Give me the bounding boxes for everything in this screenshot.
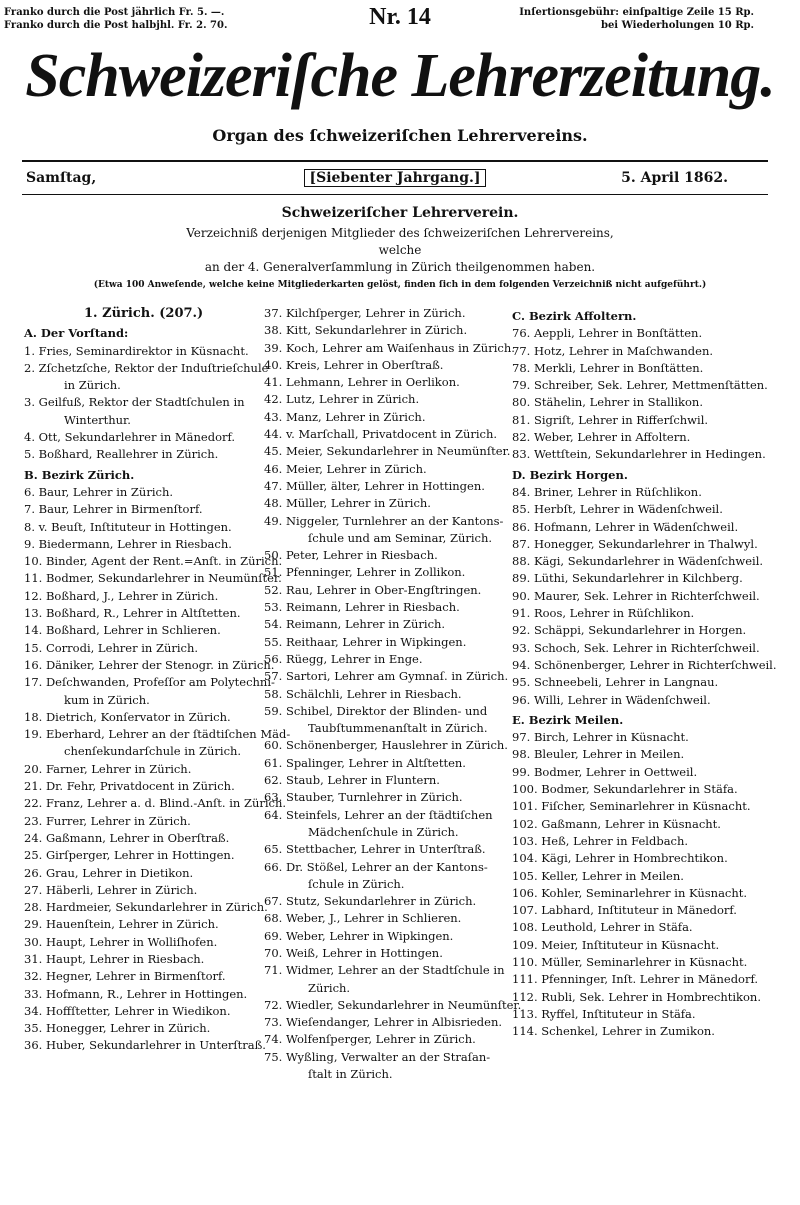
- advertising-line: bei Wiederholungen 10 Rp.: [600, 20, 754, 31]
- member-entry: 43. Manz, Lehrer in Zürich.: [264, 409, 426, 424]
- member-entry: 102. Gaßmann, Lehrer in Küsnacht.: [512, 816, 721, 831]
- member-entry: ſchule und am Seminar, Zürich.: [308, 530, 493, 545]
- member-entry: 66. Dr. Stößel, Lehrer an der Kantons-: [264, 859, 488, 874]
- member-entry: 60. Schönenberger, Hauslehrer in Zürich.: [264, 738, 508, 753]
- member-entry: 45. Meier, Sekundarlehrer in Neumünſter.: [264, 444, 511, 459]
- member-entry: 89. Lüthi, Sekundarlehrer in Kilchberg.: [512, 571, 743, 586]
- member-entry: 97. Birch, Lehrer in Küsnacht.: [512, 730, 689, 745]
- member-entry: 82. Weber, Lehrer in Affoltern.: [512, 430, 691, 445]
- member-entry: 111. Pfenninger, Inſt. Lehrer in Mänedorf.: [512, 972, 758, 987]
- member-entry: Zürich.: [308, 980, 351, 995]
- member-entry: 91. Roos, Lehrer in Rüſchlikon.: [512, 606, 695, 621]
- member-entry: 38. Kitt, Sekundarlehrer in Zürich.: [264, 323, 468, 338]
- member-entry: 31. Haupt, Lehrer in Riesbach.: [24, 951, 205, 966]
- member-entry: 41. Lehmann, Lehrer in Oerlikon.: [264, 375, 460, 390]
- member-entry: 83. Wettſtein, Sekundarlehrer in Hedingen.: [512, 447, 766, 462]
- member-entry: 78. Merkli, Lehrer in Bonſtätten.: [512, 360, 704, 375]
- member-entry: 5. Boßhard, Reallehrer in Zürich.: [24, 447, 219, 462]
- member-entry: Mädchenſchule in Zürich.: [308, 824, 459, 839]
- member-entry: 10. Binder, Agent der Rent.=Anſt. in Zürich.: [24, 554, 283, 569]
- member-entry: 15. Corrodi, Lehrer in Zürich.: [24, 640, 199, 655]
- member-entry: 74. Wolfenſperger, Lehrer in Zürich.: [264, 1032, 476, 1047]
- member-entry: 76. Aeppli, Lehrer in Bonſtätten.: [512, 326, 703, 341]
- member-entry: chenſekundarſchule in Zürich.: [64, 744, 242, 759]
- member-entry: 53. Reimann, Lehrer in Riesbach.: [264, 600, 460, 615]
- member-entry: 49. Niggeler, Turnlehrer an der Kantons-: [264, 513, 504, 528]
- member-entry: 114. Schenkel, Lehrer in Zumikon.: [512, 1024, 715, 1039]
- article-intro-line: an der 4. Generalverſammlung in Zürich theilgenommen haben.: [204, 260, 596, 274]
- member-entry: 100. Bodmer, Sekundarlehrer in Stäfa.: [512, 782, 738, 797]
- member-entry: 26. Grau, Lehrer in Dietikon.: [24, 865, 194, 880]
- advertising-info: [519, 6, 754, 32]
- masthead-title: Schweizeriſche Lehrerzeitung.: [25, 42, 775, 110]
- member-column-left: [24, 305, 291, 1055]
- member-entry: 75. Wyßling, Verwalter an der Straſan-: [264, 1049, 491, 1064]
- member-entry: 112. Rubli, Sek. Lehrer in Hombrechtikon.: [512, 989, 761, 1004]
- date-label: 5. April 1862.: [621, 170, 728, 186]
- article-note: (Etwa 100 Anweſende, welche keine Mitgliederkarten gelöst, finden ſich in dem folgenden Verzeichniß nicht aufgeführt.): [93, 280, 707, 290]
- member-entry: 2. Zſchetzſche, Rektor der Induſtrieſchule: [24, 360, 269, 375]
- member-entry: 79. Schreiber, Sek. Lehrer, Mettmenſtätten.: [512, 378, 768, 393]
- member-entry: 42. Lutz, Lehrer in Zürich.: [264, 392, 420, 407]
- divider: [22, 160, 768, 162]
- member-entry: 23. Furrer, Lehrer in Zürich.: [24, 813, 191, 828]
- member-entry: 20. Farner, Lehrer in Zürich.: [24, 761, 192, 776]
- member-entry: 51. Pfenninger, Lehrer in Zollikon.: [264, 565, 466, 580]
- member-entry: 28. Hardmeier, Sekundarlehrer in Zürich.: [24, 900, 268, 915]
- member-entry: ſchule in Zürich.: [308, 876, 405, 891]
- member-column-middle: [264, 305, 522, 1083]
- subscription-line: Franko durch die Post halbjhl. Fr. 2. 70.: [4, 20, 228, 31]
- member-entry: 44. v. Marſchall, Privatdocent in Zürich.: [264, 427, 498, 442]
- member-entry: 71. Widmer, Lehrer an der Stadtſchule in: [264, 963, 505, 978]
- member-entry: 86. Hofmann, Lehrer in Wädenſchweil.: [512, 519, 739, 534]
- member-entry: 101. Fiſcher, Seminarlehrer in Küsnacht.: [512, 799, 751, 814]
- subscription-line: Franko durch die Post jährlich Fr. 5. —.: [4, 7, 225, 18]
- member-entry: 24. Gaßmann, Lehrer in Oberſtraß.: [24, 830, 230, 845]
- member-entry: 46. Meier, Lehrer in Zürich.: [264, 461, 427, 476]
- member-entry: 4. Ott, Sekundarlehrer in Mänedorf.: [24, 430, 236, 445]
- member-entry: 8. v. Beuſt, Inſtituteur in Hottingen.: [24, 519, 232, 534]
- member-entry: 9. Biedermann, Lehrer in Riesbach.: [24, 536, 232, 551]
- article-title: Schweizeriſcher Lehrerverein.: [281, 205, 519, 221]
- member-entry: Taubſtummenanſtalt in Zürich.: [308, 721, 488, 736]
- member-entry: 107. Labhard, Inſtituteur in Mänedorf.: [512, 903, 737, 918]
- member-entry: 19. Eberhard, Lehrer an der ſtädtiſchen Mäd-: [24, 727, 291, 742]
- member-entry: 63. Stauber, Turnlehrer in Zürich.: [264, 790, 463, 805]
- member-entry: 90. Maurer, Sek. Lehrer in Richterſchweil.: [512, 588, 760, 603]
- section-heading: E. Bezirk Meilen.: [512, 712, 624, 727]
- section-heading: D. Bezirk Horgen.: [512, 467, 628, 482]
- member-entry: 57. Sartori, Lehrer am Gymnaſ. in Zürich.: [264, 669, 509, 684]
- member-entry: 68. Weber, J., Lehrer in Schlieren.: [264, 911, 462, 926]
- member-entry: 110. Müller, Seminarlehrer in Küsnacht.: [512, 954, 748, 969]
- member-entry: ſtalt in Zürich.: [308, 1067, 393, 1082]
- member-entry: 14. Boßhard, Lehrer in Schlieren.: [24, 623, 221, 638]
- volume-label: [Siebenter Jahrgang.]: [304, 169, 485, 187]
- member-entry: 37. Kilchſperger, Lehrer in Zürich.: [264, 306, 466, 320]
- member-entry: 39. Koch, Lehrer am Waiſenhaus in Zürich.: [264, 340, 515, 355]
- member-entry: 29. Hauenſtein, Lehrer in Zürich.: [24, 917, 219, 932]
- member-entry: 88. Kägi, Sekundarlehrer in Wädenſchweil.: [512, 554, 764, 569]
- member-entry: 73. Wieſendanger, Lehrer in Albisrieden.: [264, 1015, 503, 1030]
- section-heading: C. Bezirk Affoltern.: [512, 309, 637, 323]
- member-entry: 70. Weiß, Lehrer in Hottingen.: [264, 945, 443, 960]
- member-entry: 48. Müller, Lehrer in Zürich.: [264, 496, 431, 511]
- member-entry: Winterthur.: [64, 412, 131, 427]
- member-entry: 93. Schoch, Sek. Lehrer in Richterſchweil.: [512, 640, 760, 655]
- member-entry: 94. Schönenberger, Lehrer in Richterſchweil.: [512, 657, 777, 672]
- article-intro-line: Verzeichniß derjenigen Mitglieder des ſchweizeriſchen Lehrervereins,: [186, 226, 614, 240]
- member-entry: 33. Hofmann, R., Lehrer in Hottingen.: [24, 986, 248, 1001]
- member-entry: 13. Boßhard, R., Lehrer in Altſtetten.: [24, 606, 241, 621]
- member-entry: 64. Steinfels, Lehrer an der ſtädtiſchen: [264, 807, 493, 822]
- masthead-subtitle: Organ des ſchweizeriſchen Lehrervereins.: [212, 126, 588, 145]
- member-entry: 96. Willi, Lehrer in Wädenſchweil.: [512, 692, 711, 707]
- member-entry: 67. Stutz, Sekundarlehrer in Zürich.: [264, 894, 477, 909]
- district-heading: 1. Zürich. (207.): [84, 306, 204, 321]
- member-entry: 87. Honegger, Sekundarlehrer in Thalwyl.: [512, 536, 758, 551]
- member-entry: 3. Geilfuß, Rektor der Stadtſchulen in: [24, 395, 245, 410]
- member-entry: 106. Kohler, Seminarlehrer in Küsnacht.: [512, 885, 748, 900]
- member-entry: 32. Hegner, Lehrer in Birmenſtorf.: [24, 969, 226, 984]
- advertising-line: Inſertionsgebühr: einſpaltige Zeile 15 Rp.: [519, 7, 754, 18]
- member-entry: 108. Leuthold, Lehrer in Stäfa.: [512, 920, 693, 935]
- member-entry: 6. Baur, Lehrer in Zürich.: [24, 484, 174, 499]
- member-entry: 98. Bleuler, Lehrer in Meilen.: [512, 747, 685, 762]
- member-entry: 18. Dietrich, Konſervator in Zürich.: [24, 709, 231, 724]
- member-entry: 65. Stettbacher, Lehrer in Unterſtraß.: [264, 842, 486, 857]
- member-entry: 25. Girſperger, Lehrer in Hottingen.: [24, 848, 235, 863]
- member-entry: 104. Kägi, Lehrer in Hombrechtikon.: [512, 851, 728, 866]
- member-entry: 72. Wiedler, Sekundarlehrer in Neumünſter.: [264, 997, 522, 1012]
- member-entry: 80. Stähelin, Lehrer in Stallikon.: [512, 395, 703, 410]
- day-label: Samſtag,: [26, 170, 97, 186]
- member-entry: 35. Honegger, Lehrer in Zürich.: [24, 1021, 211, 1036]
- member-entry: 34. Hoffſtetter, Lehrer in Wiedikon.: [24, 1003, 231, 1018]
- member-entry: 11. Bodmer, Sekundarlehrer in Neumünſter.: [24, 571, 282, 586]
- member-entry: 85. Herbſt, Lehrer in Wädenſchweil.: [512, 502, 723, 517]
- member-entry: 95. Schneebeli, Lehrer in Langnau.: [512, 675, 719, 690]
- member-entry: 47. Müller, älter, Lehrer in Hottingen.: [264, 478, 485, 493]
- member-column-right: [512, 305, 777, 1040]
- member-entry: 55. Reithaar, Lehrer in Wipkingen.: [264, 634, 467, 649]
- member-entry: 27. Häberli, Lehrer in Zürich.: [24, 882, 198, 897]
- member-entry: 17. Deſchwanden, Profeſſor am Polytechni-: [24, 675, 275, 690]
- member-entry: 109. Meier, Inſtituteur in Küsnacht.: [512, 937, 720, 952]
- member-entry: 30. Haupt, Lehrer in Wolliſhofen.: [24, 934, 218, 949]
- member-entry: 61. Spalinger, Lehrer in Altſtetten.: [264, 755, 466, 770]
- member-entry: 12. Boßhard, J., Lehrer in Zürich.: [24, 588, 219, 603]
- member-entry: 77. Hotz, Lehrer in Maſchwanden.: [512, 343, 714, 358]
- member-entry: 54. Reimann, Lehrer in Zürich.: [264, 617, 446, 632]
- member-entry: 81. Sigriſt, Lehrer in Rifferſchwil.: [512, 412, 709, 427]
- member-entry: 16. Däniker, Lehrer der Stenogr. in Zürich.: [24, 657, 275, 672]
- member-entry: in Zürich.: [64, 378, 121, 393]
- member-entry: kum in Zürich.: [64, 692, 150, 707]
- member-entry: 103. Heß, Lehrer in Feldbach.: [512, 833, 689, 848]
- member-entry: 113. Ryffel, Inſtituteur in Stäfa.: [512, 1006, 696, 1021]
- member-entry: 36. Huber, Sekundarlehrer in Unterſtraß.: [24, 1038, 266, 1053]
- divider: [22, 194, 768, 195]
- member-entry: 40. Kreis, Lehrer in Oberſtraß.: [264, 357, 444, 372]
- member-entry: 69. Weber, Lehrer in Wipkingen.: [264, 928, 454, 943]
- member-entry: 92. Schäppi, Sekundarlehrer in Horgen.: [512, 623, 747, 638]
- member-entry: 59. Schibel, Direktor der Blinden- und: [264, 703, 488, 718]
- member-entry: 50. Peter, Lehrer in Riesbach.: [264, 548, 438, 563]
- member-entry: 99. Bodmer, Lehrer in Oettweil.: [512, 764, 698, 779]
- member-entry: 105. Keller, Lehrer in Meilen.: [512, 868, 684, 883]
- member-entry: 7. Baur, Lehrer in Birmenſtorf.: [24, 502, 203, 517]
- member-entry: 22. Franz, Lehrer a. d. Blind.-Anſt. in Zürich.: [24, 796, 287, 811]
- member-entry: 1. Fries, Seminardirektor in Küsnacht.: [24, 343, 249, 358]
- issue-number: Nr. 14: [369, 4, 431, 30]
- member-entry: 52. Rau, Lehrer in Ober-Engſtringen.: [264, 582, 482, 597]
- section-heading: A. Der Vorſtand:: [24, 326, 129, 341]
- member-entry: 56. Rüegg, Lehrer in Enge.: [264, 651, 423, 666]
- member-entry: 58. Schälchli, Lehrer in Riesbach.: [264, 686, 462, 701]
- member-entry: 21. Dr. Fehr, Privatdocent in Zürich.: [24, 779, 235, 794]
- article-intro-line: welche: [378, 243, 422, 257]
- member-entry: 62. Staub, Lehrer in Fluntern.: [264, 773, 440, 788]
- section-heading: B. Bezirk Zürich.: [24, 467, 135, 482]
- member-entry: 84. Briner, Lehrer in Rüſchlikon.: [512, 484, 702, 499]
